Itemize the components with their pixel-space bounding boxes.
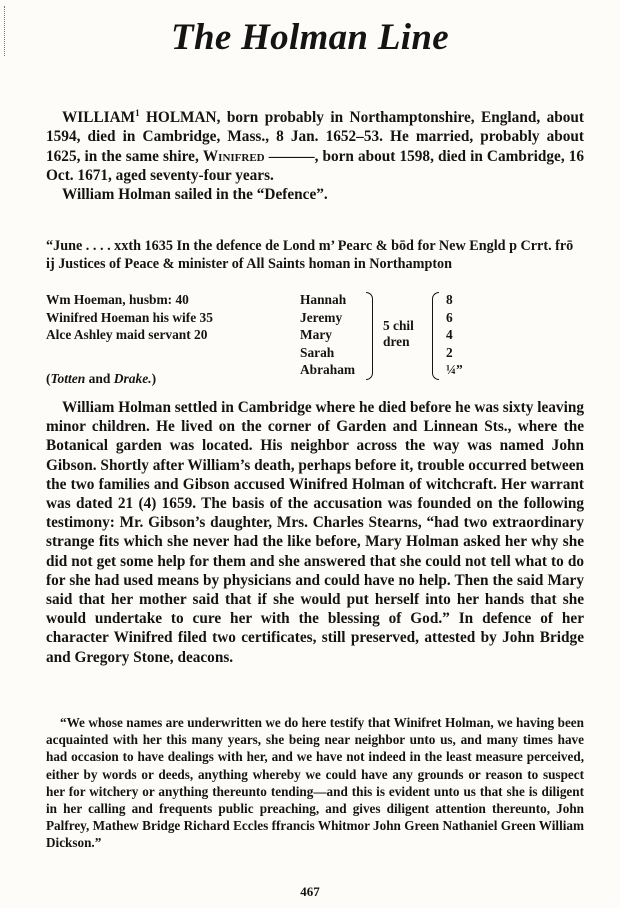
- page-title: The Holman Line: [171, 17, 449, 58]
- passenger-item: Winifred Hoeman his wife 35: [46, 309, 213, 325]
- passenger-item: Wm Hoeman, husbm: 40: [46, 292, 189, 307]
- intro-text-1: HOLMAN, born probably in Northamptonshire, England, about 1594, died in Cambridge, Mass., 8 Jan. 1652–53. He married, probably about 1625, in the same shire,: [46, 109, 584, 165]
- passenger-list: [46, 291, 213, 344]
- child-name: Sarah: [300, 344, 335, 360]
- left-brace: [432, 292, 439, 380]
- right-brace: [366, 292, 373, 380]
- credit-source-b: Drake.: [113, 371, 152, 386]
- generation-number: 1: [135, 108, 140, 118]
- intro-text-2: ———, born about 1598, died in Cambridge, 16 Oct. 1671, aged seventy-four years.: [46, 147, 585, 184]
- child-name: Jeremy: [300, 309, 343, 325]
- children-label-line2: dren: [383, 334, 410, 349]
- child-age: 2: [446, 344, 453, 360]
- children-label-line1: 5 chil: [383, 318, 414, 333]
- child-age: 8: [446, 292, 453, 307]
- child-age: 4: [446, 327, 453, 343]
- paragraph-text: William Holman settled in Cambridge where he died before he was sixty leaving minor children. He lived on the corner of Garden and Linnean Sts., where the Botanical garden was located. His neighbor across the way was named John Gibson. Shortly after William’s death, perhaps before it, trouble occurred between the two families and Gibson accused Winifred Holman of witchcraft. Her warrant was dated 21 (4) 1659. The basis of the accusation was founded on the following testimony: Mr. Gibson’s daughter, Mrs. Charles Stearns, “had two extraordinary strange fits which she never had the like before, Mary Holman asked her why she did not get some help for them and she answered that she could not tell what to do for she had used means by physicians and could have no help. Then the said Mary said that her mother said that if she would put herself into her hands that she would undertake to cure her with the blessing of God.” In defence of her character Winifred filed two certificates, still preserved, attested by John Bridge and Gregory Stone, deacons.: [46, 399, 584, 666]
- child-age: 6: [446, 309, 453, 325]
- child-name: Mary: [300, 327, 332, 343]
- credit-paren-close: ): [151, 371, 157, 386]
- credit-and: and: [85, 371, 114, 386]
- ages-list: [446, 291, 463, 379]
- child-name: Abraham: [300, 362, 356, 378]
- intro-paragraph: [46, 104, 584, 204]
- children-list: [300, 291, 355, 379]
- child-age: ¼”: [446, 362, 463, 378]
- intro-name: WILLIAM: [62, 109, 136, 127]
- source-credit: [46, 371, 156, 387]
- passenger-item: Alce Ashley maid servant 20: [46, 327, 208, 343]
- page-number: 467: [300, 884, 320, 899]
- settlement-paragraph: [46, 398, 584, 667]
- certificate-quote: [46, 714, 584, 852]
- ship-record-header: “June . . . . xxth 1635 In the defence de Lond m’ Pearc & bōd for New Engld p Crrt. frō ij Justices of Peace & minister of All Saints homan in Northampton: [46, 238, 574, 272]
- children-count-label: [383, 318, 414, 350]
- quote-text: “We whose names are underwritten we do here testify that Winifret Holman, we having been acquainted with her this many years, she being near neighbor unto us, and many times have had occasion to have dealings with her, and we have not indeed in the least measure perceived, either by words or deeds, anything whereby we could have any grounds or reason to suspect her for witchery or anything thereunto tending—and this is evident unto us that she is diligent in her calling and frequents public preaching, and gives diligent attention thereunto, John Palfrey, Mathew Bridge Richard Eccles ffrancis Whitmor John Green Nathaniel Green William Dickson.”: [46, 715, 584, 851]
- child-name: Hannah: [300, 292, 347, 307]
- wife-name: Winifred: [202, 147, 265, 165]
- credit-source-a: Totten: [50, 371, 86, 386]
- credit-paren-open: (: [46, 371, 51, 386]
- ship-sentence: William Holman sailed in the “Defence”.: [62, 185, 328, 203]
